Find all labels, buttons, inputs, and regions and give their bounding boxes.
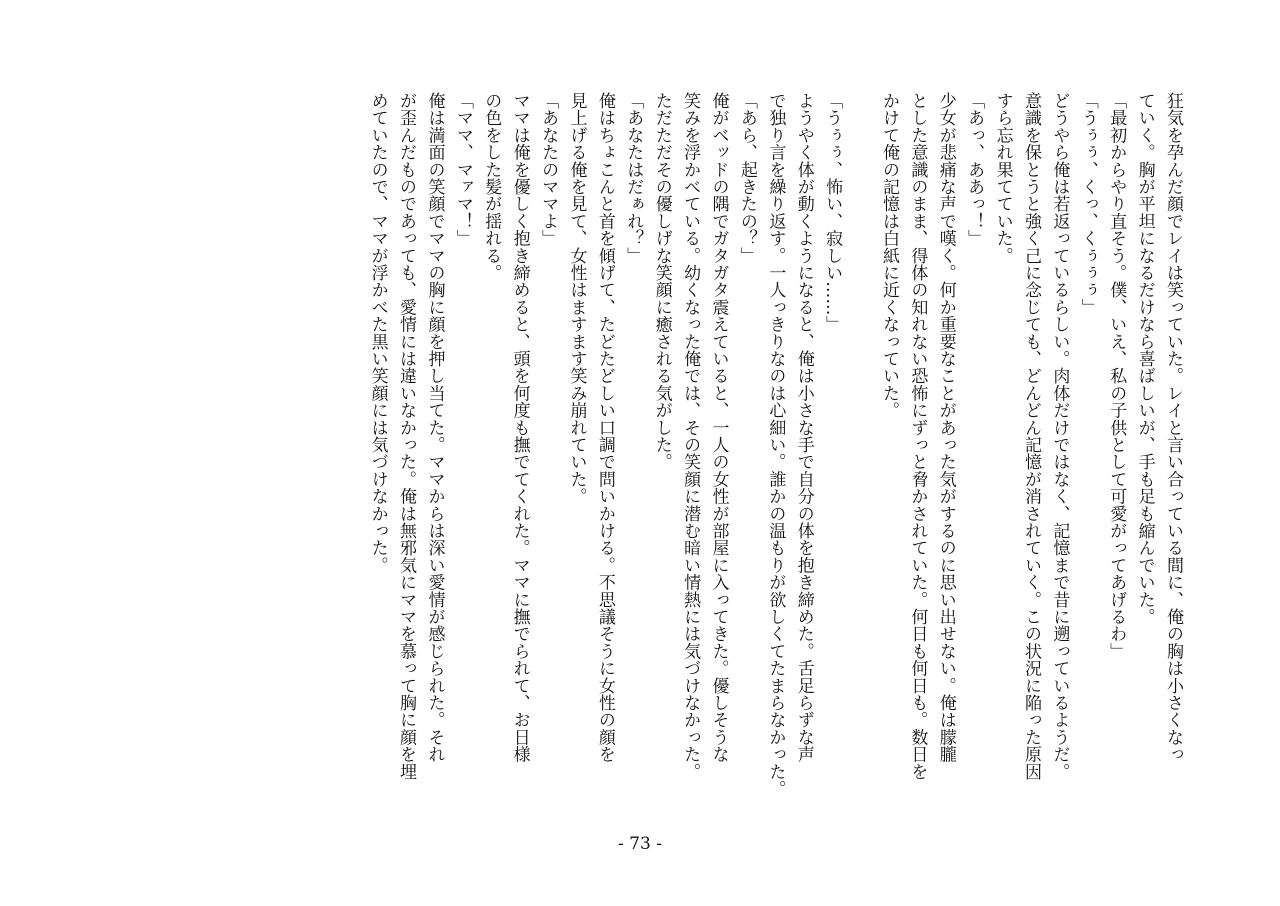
text-line: ただただその優しげな笑顔に癒される気がした。 [651, 92, 672, 471]
text-line: で独り言を繰り返す。一人っきりなのは心細い。誰かの温もりが欲しくてたまらなかった。 [765, 92, 786, 798]
text-line: の色をした髪が揺れる。 [481, 92, 502, 282]
text-line: 俺は満面の笑顔でママの胸に顔を押し当てた。ママからは深い愛情が感じられた。それ [424, 92, 445, 763]
text-line: 狂気を孕んだ顔でレイは笑っていた。レイと言い合っている間に、俺の胸は小さくなっ [1163, 92, 1183, 763]
text-line: 俺がベッドの隅でガタガタ震えていると、一人の女性が部屋に入ってきた。優しそうな [708, 92, 729, 763]
text-line: 「あら、起きたの？」 [736, 92, 757, 264]
text-line: 「ママ、マァマ！」 [452, 92, 473, 247]
text-line: とした意識のまま、得体の知れない恐怖にずっと脅かされていた。何日も何日も。数日を [907, 92, 928, 780]
text-line: どうやら俺は若返っているらしい。肉体だけではなく、記憶まで昔に遡っているようだ。 [1049, 92, 1070, 780]
blank-line [846, 92, 874, 812]
text-line: 見上げる俺を見て、女性はますます笑み崩れていた。 [566, 92, 587, 505]
page-number: - 73 - [618, 834, 662, 854]
vertical-text-body [367, 92, 1187, 812]
text-line: 「うぅぅ、怖い、寂しい……」 [822, 92, 843, 333]
text-line: ていく。胸が平坦になるだけなら喜ばしいが、手も足も縮んでいた。 [1134, 92, 1155, 626]
text-line: が歪んだものであっても、愛情には違いなかった。俺は無邪気にママを慕って胸に顔を埋 [396, 92, 417, 780]
text-line: 俺はちょこんと首を傾げて、たどたどしい口調で問いかける。不思議そうに女性の顔を [594, 92, 615, 763]
text-line: 「あなたはだぁれ？」 [623, 92, 644, 264]
text-line: 笑みを浮かべている。幼くなった俺では、その笑顔に潜む暗い情熱には気づけなかった。 [680, 92, 701, 780]
text-line: 「うぅぅ、くっ、くぅぅぅ」 [1077, 92, 1098, 316]
text-line: ようやく体が動くようになると、俺は小さな手で自分の体を抱き締めた。舌足らずな声 [793, 92, 814, 763]
text-line: 「最初からやり直そう。僕、いえ、私の子供として可愛がってあげるわ」 [1106, 92, 1127, 660]
text-line: ママは俺を優しく抱き締めると、頭を何度も撫でてくれた。ママに撫でられて、お日様 [509, 92, 530, 763]
text-line: 「あなたのママよ」 [538, 92, 559, 247]
text-line: 少女が悲痛な声で嘆く。何か重要なことがあった気がするのに思い出せない。俺は朦朧 [935, 92, 956, 763]
text-line: かけて俺の記憶は白紙に近くなっていた。 [878, 92, 899, 419]
text-line: めていたので、ママが浮かべた黒い笑顔には気づけなかった。 [367, 92, 388, 574]
text-line: 「あっ、ああっ！」 [964, 92, 985, 247]
text-line: すら忘れ果てていた。 [992, 92, 1013, 264]
text-line: 意識を保とうと強く己に念じても、どんどん記憶が消されていく。この状況に陥った原因 [1020, 92, 1041, 780]
